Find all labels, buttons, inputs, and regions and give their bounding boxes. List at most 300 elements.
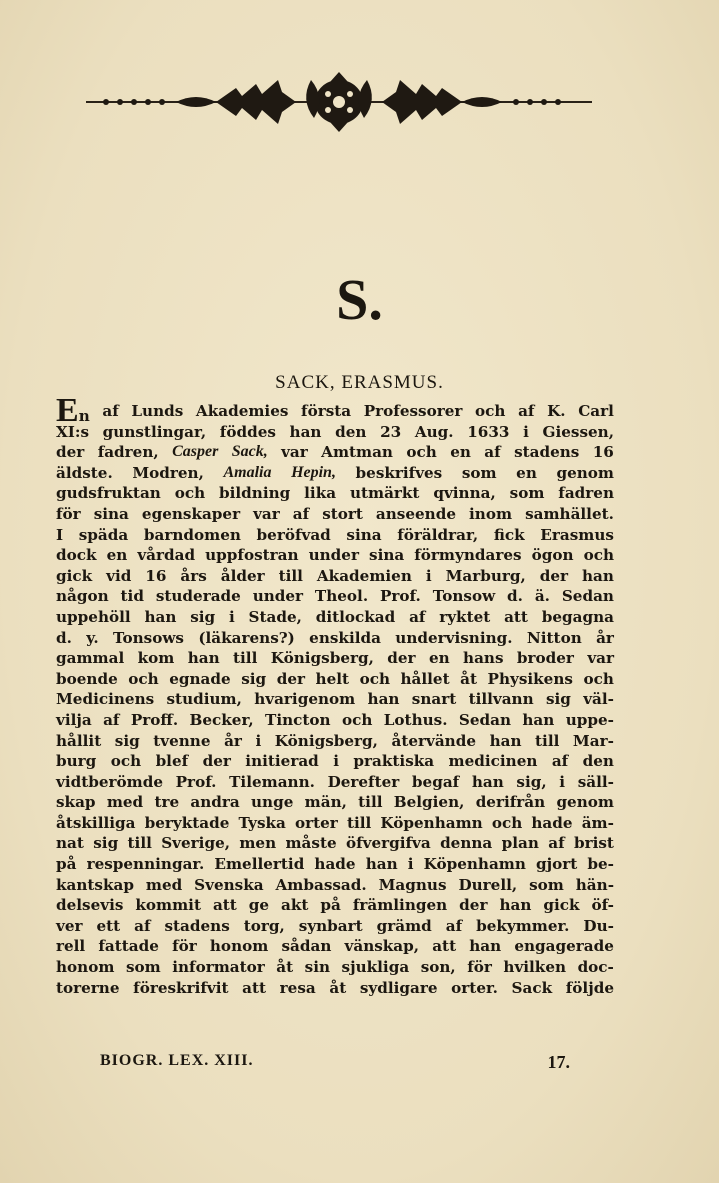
text-line <box>56 648 614 669</box>
text-line <box>56 731 614 752</box>
word: Königsberg, <box>270 649 374 668</box>
word: med <box>145 875 183 894</box>
word: äm- <box>581 813 614 832</box>
word: Aug. <box>414 422 454 441</box>
text-line <box>56 669 614 690</box>
word: Physikens <box>487 669 573 688</box>
text-line <box>56 813 614 834</box>
word: gick <box>543 896 580 915</box>
word: hvilken <box>503 958 567 977</box>
word: Professorer <box>363 402 463 420</box>
word: sig <box>93 834 119 853</box>
italic-name: Casper <box>172 443 219 461</box>
word: fattade <box>98 937 159 956</box>
word: hade <box>314 855 356 874</box>
word: Köpenhamn <box>423 855 526 874</box>
word: af <box>551 752 569 771</box>
word: ålder <box>220 566 265 585</box>
word: någon <box>56 587 109 606</box>
word: han <box>522 710 555 729</box>
word: fadren, <box>97 443 159 462</box>
word: öfvergifva <box>345 834 431 853</box>
word: han <box>469 937 502 956</box>
word: till <box>278 566 303 585</box>
word: som <box>509 484 545 503</box>
word: Theol. <box>314 587 369 606</box>
word: måste <box>285 834 337 853</box>
word: åtskilliga <box>56 813 136 832</box>
word: stort <box>322 504 363 523</box>
word: som <box>529 875 564 894</box>
word: gammal <box>56 649 125 668</box>
word: lika <box>304 484 337 503</box>
word: gunstlingar, <box>102 422 207 441</box>
word: Magnus <box>378 875 447 894</box>
word: väl- <box>583 690 614 709</box>
word: hade <box>531 813 573 832</box>
word: han <box>367 690 400 709</box>
word: af <box>409 607 426 626</box>
word: af <box>103 710 120 729</box>
word: egnade <box>169 669 231 688</box>
word: respenningar. <box>86 855 205 874</box>
word: ver <box>56 916 83 935</box>
word: en <box>516 463 537 482</box>
word: män, <box>304 793 347 812</box>
text-line <box>56 772 614 793</box>
word: att <box>504 607 528 626</box>
word: engagerade <box>514 937 614 956</box>
word: tid <box>120 587 144 606</box>
word: han <box>365 855 398 874</box>
text-line <box>56 586 614 607</box>
word: uppehöll <box>56 607 131 626</box>
word: på <box>56 855 77 874</box>
word: kantskap <box>56 875 134 894</box>
text-line <box>56 504 614 525</box>
italic-name: Amalia <box>223 463 272 481</box>
text-line <box>56 525 614 546</box>
word: rell <box>56 937 86 956</box>
word: ditlockad <box>315 607 396 626</box>
word: för <box>56 504 81 523</box>
word: 1633 <box>467 422 510 441</box>
word: sin <box>304 958 331 977</box>
word: kommit <box>135 896 201 915</box>
word: och <box>128 669 159 688</box>
word: der <box>56 443 85 462</box>
word: Lothus. <box>383 710 448 729</box>
word: af <box>518 402 535 420</box>
word: uppfostran <box>205 546 299 565</box>
word: hållit <box>56 731 102 750</box>
word: Erasmus <box>540 525 614 544</box>
word: d. <box>507 587 523 606</box>
text-line <box>56 978 614 999</box>
word: n <box>78 407 90 425</box>
text-line <box>56 710 614 731</box>
text-line <box>56 422 614 443</box>
word: var <box>281 443 308 462</box>
page-footer <box>100 1052 580 1076</box>
word: orter <box>295 813 338 832</box>
word: åt <box>460 669 478 688</box>
word: sjukliga <box>341 958 410 977</box>
word: stadens <box>164 916 230 935</box>
word: Sverige, <box>161 834 231 853</box>
word: tre <box>154 793 180 812</box>
page-number: 17. <box>547 1052 570 1072</box>
word: Prof. <box>175 772 217 791</box>
word: stadens <box>514 443 580 462</box>
word: Tyska <box>238 813 286 832</box>
word: der <box>387 649 416 668</box>
word: och <box>110 752 142 771</box>
word: han <box>471 772 504 791</box>
word: Sedan <box>561 587 614 606</box>
word: års <box>180 566 207 585</box>
word: sina <box>369 546 405 565</box>
word: att <box>432 937 457 956</box>
word: tvenne <box>153 731 211 750</box>
word: under <box>252 587 304 606</box>
word: qvinna, <box>433 484 496 503</box>
word: till <box>346 813 372 832</box>
word: derifrån <box>475 793 546 812</box>
italic-name: Sack, <box>231 443 268 461</box>
word: Sack <box>511 978 553 997</box>
word: men <box>239 834 277 853</box>
word: en <box>450 443 471 462</box>
word: bildning <box>219 484 291 503</box>
word: delsevis <box>56 896 124 915</box>
word: beskrifves <box>355 463 443 482</box>
word: Proff. <box>130 710 179 729</box>
word: ögon <box>531 546 574 565</box>
word: Emellertid <box>214 855 305 874</box>
section-letter: S. <box>336 267 383 332</box>
word: Medicinens <box>56 690 155 709</box>
word: resa <box>279 978 316 997</box>
drop-cap-word <box>56 392 90 429</box>
text-line <box>56 689 614 710</box>
word: snart <box>411 690 457 709</box>
word: Akademien <box>316 566 412 585</box>
word: hans <box>463 649 504 668</box>
text-line <box>56 875 614 896</box>
word: förmyndares <box>414 546 522 565</box>
word: orter. <box>451 978 498 997</box>
word: Amtman <box>321 443 393 462</box>
word: helt <box>315 669 350 688</box>
word: unge <box>251 793 294 812</box>
text-line <box>56 854 614 875</box>
word: åt <box>276 958 294 977</box>
word: gjort <box>536 855 578 874</box>
word: broder <box>516 649 574 668</box>
word: den <box>582 752 614 771</box>
word: Carl <box>578 402 614 420</box>
word: som <box>125 958 161 977</box>
word: följde <box>565 978 614 997</box>
word: vänskap, <box>344 937 420 956</box>
word: torerne <box>56 978 120 997</box>
word: dock <box>56 546 97 565</box>
word: återvände <box>391 731 477 750</box>
word: och <box>341 710 373 729</box>
word: fadren <box>558 484 614 503</box>
word: anseende <box>375 504 457 523</box>
word: vårdad <box>137 546 196 565</box>
word: gudsfruktan <box>56 484 161 503</box>
word: Belgien, <box>393 793 465 812</box>
word: han <box>289 422 322 441</box>
word: egenskaper <box>141 504 241 523</box>
entry-heading: SACK, ERASMUS. <box>275 372 444 393</box>
word: sig <box>114 731 140 750</box>
word: den <box>335 422 367 441</box>
word: af <box>134 916 151 935</box>
word: vid <box>106 566 132 585</box>
word: ä. <box>534 587 550 606</box>
word: ge <box>248 896 270 915</box>
word: synbart <box>298 916 363 935</box>
word: med <box>106 793 144 812</box>
word: han <box>582 566 614 585</box>
word: till <box>127 834 152 853</box>
word: Tonsow <box>432 587 496 606</box>
word: en <box>428 649 450 668</box>
word: att <box>242 978 267 997</box>
text-line <box>56 751 614 772</box>
word: åt <box>329 978 347 997</box>
word: plan <box>501 834 539 853</box>
word: uppe- <box>565 710 614 729</box>
word: son, <box>420 958 456 977</box>
word: till <box>535 731 560 750</box>
word: Sedan <box>458 710 512 729</box>
word: XI:s <box>56 422 90 441</box>
text-line <box>56 545 614 566</box>
word: af <box>484 443 501 462</box>
word: genom <box>556 463 614 482</box>
text-line <box>56 607 614 628</box>
word: i <box>407 855 414 874</box>
word: i <box>255 731 262 750</box>
signature-mark: BIOGR. LEX. XIII. <box>100 1052 254 1069</box>
word: hän- <box>575 875 614 894</box>
word: i <box>523 422 529 441</box>
word: Mar- <box>572 731 614 750</box>
word: till <box>358 793 383 812</box>
word: gick <box>56 566 93 585</box>
word: var <box>253 504 280 523</box>
word: der <box>459 896 488 915</box>
word: späda <box>78 525 129 544</box>
word: 16 <box>592 443 614 462</box>
text-line <box>56 442 614 463</box>
word: sina <box>93 504 129 523</box>
text-line <box>56 895 614 916</box>
word: på <box>320 896 341 915</box>
word: beröfvad <box>256 525 331 544</box>
text-line <box>56 628 614 649</box>
word: Derefter <box>327 772 400 791</box>
text-line <box>56 483 614 504</box>
word: sig <box>190 607 216 626</box>
word: af <box>445 916 463 935</box>
word: att <box>212 896 237 915</box>
word: en <box>106 546 128 565</box>
word: Giessen, <box>542 422 614 441</box>
entry-text <box>56 392 614 998</box>
word: der <box>539 566 569 585</box>
text-line <box>56 566 614 587</box>
text-line <box>56 392 614 429</box>
word: burg <box>56 752 97 771</box>
word: begagna <box>541 607 614 626</box>
word: äldste. <box>56 463 113 482</box>
word: han <box>144 607 177 626</box>
word: Königsberg, <box>274 731 378 750</box>
word: vidtberömde <box>56 772 163 791</box>
word: blef <box>155 752 189 771</box>
word: för <box>467 958 492 977</box>
text-line <box>56 936 614 957</box>
word: akt <box>281 896 309 915</box>
word: bekymmer. <box>476 916 570 935</box>
decorative-ornament-icon <box>86 70 592 134</box>
word: brist <box>573 834 614 853</box>
word: sina <box>346 525 382 544</box>
word: säll- <box>577 772 614 791</box>
word: sig <box>241 669 267 688</box>
word: y. <box>86 628 99 647</box>
word: vilja <box>56 710 92 729</box>
word: Svenska <box>194 875 264 894</box>
text-line <box>56 957 614 978</box>
word: hållet <box>400 669 450 688</box>
word: Prof. <box>379 587 421 606</box>
word: sydligare <box>359 978 438 997</box>
word: Lunds <box>131 402 184 420</box>
word: informator <box>172 958 265 977</box>
word: tillvann <box>468 690 534 709</box>
word: denna <box>440 834 493 853</box>
word: och <box>491 813 523 832</box>
word: nat <box>56 834 84 853</box>
word: föreskrifvit <box>133 978 229 997</box>
word: af <box>102 402 119 420</box>
word: initierad <box>245 752 319 771</box>
word: af <box>292 504 310 523</box>
word: K. <box>547 402 566 420</box>
word: Nitton <box>526 628 582 647</box>
text-line <box>56 916 614 937</box>
word: och <box>583 546 614 565</box>
word: der <box>276 669 305 688</box>
word: sig <box>545 690 571 709</box>
word: studium, <box>166 690 242 709</box>
word: till <box>233 649 258 668</box>
drop-cap: E <box>56 392 79 429</box>
word: beryktade <box>144 813 230 832</box>
word: Tilemann. <box>229 772 315 791</box>
word: praktiska <box>353 752 435 771</box>
word: och <box>406 443 437 462</box>
word: Köpenhamn <box>380 813 483 832</box>
word: (läkarens?) <box>198 628 295 647</box>
word: och <box>359 669 390 688</box>
word: honom <box>209 937 269 956</box>
word: Becker, <box>189 710 254 729</box>
word: 23 <box>380 422 402 441</box>
italic-name: Hepin, <box>291 463 336 481</box>
word: grämd <box>376 916 432 935</box>
word: ryktet <box>439 607 491 626</box>
word: Stade, <box>248 607 302 626</box>
word: var <box>587 649 614 668</box>
word: föräldrar, <box>397 525 479 544</box>
text-line <box>56 463 614 484</box>
word: och <box>174 484 206 503</box>
word: der <box>202 752 231 771</box>
word: för <box>172 937 197 956</box>
word: samhället. <box>525 504 614 523</box>
word: under <box>308 546 359 565</box>
text-line <box>56 833 614 854</box>
word: sig, <box>516 772 547 791</box>
word: ett <box>96 916 121 935</box>
word: enskilda <box>309 628 381 647</box>
word: första <box>301 402 352 420</box>
word: i <box>333 752 339 771</box>
word: föddes <box>219 422 276 441</box>
word: Modren, <box>132 463 204 482</box>
word: begaf <box>411 772 460 791</box>
word: och <box>583 669 614 688</box>
word: Tincton <box>265 710 331 729</box>
word: Durell, <box>458 875 518 894</box>
word: boende <box>56 669 118 688</box>
word: utmärkt <box>349 484 420 503</box>
word: skap <box>56 793 96 812</box>
word: undervisning. <box>395 628 513 647</box>
word: torg, <box>243 916 285 935</box>
word: doc- <box>577 958 614 977</box>
word: Tonsows <box>112 628 184 647</box>
word: år <box>596 628 614 647</box>
word: studerade <box>155 587 241 606</box>
word: genom <box>556 793 614 812</box>
word: barndomen <box>143 525 241 544</box>
word: medicinen <box>448 752 538 771</box>
word: andra <box>190 793 240 812</box>
text-line <box>56 792 614 813</box>
word: Ambassad. <box>275 875 367 894</box>
word: inom <box>469 504 513 523</box>
word: som <box>461 463 497 482</box>
word: i <box>228 607 235 626</box>
word: i <box>559 772 566 791</box>
word: honom <box>56 958 115 977</box>
word: be- <box>587 855 614 874</box>
word: han <box>499 896 532 915</box>
word: 16 <box>145 566 167 585</box>
word: sådan <box>281 937 332 956</box>
word: d. <box>56 628 72 647</box>
word: år <box>224 731 242 750</box>
